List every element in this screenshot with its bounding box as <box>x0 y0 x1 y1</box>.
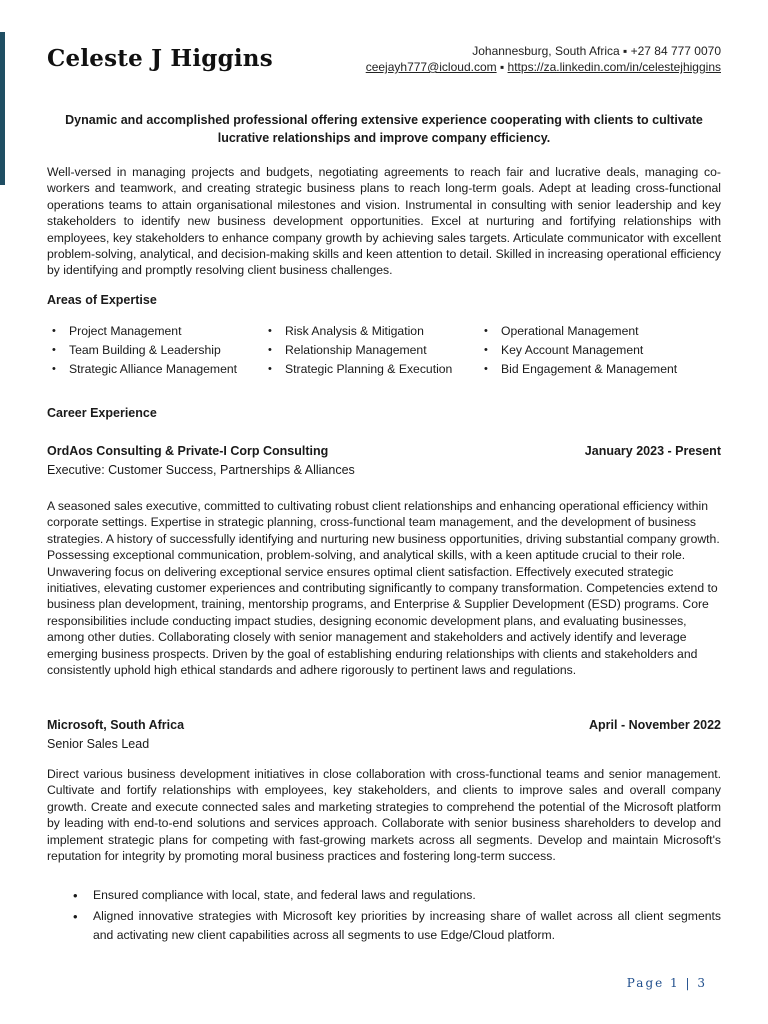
contact-block <box>366 43 721 75</box>
email-link[interactable]: ceejayh777@icloud.com <box>365 60 497 74</box>
job-header <box>47 444 721 458</box>
job-title: Senior Sales Lead <box>47 737 150 751</box>
expertise-item: • Operational Management <box>479 322 695 341</box>
contact-separator: ▪ <box>496 60 508 74</box>
candidate-name: Celeste J Higgins <box>47 45 273 72</box>
accent-bar <box>0 32 5 185</box>
linkedin-link[interactable]: https://za.linkedin.com/in/celestejhiggins <box>507 60 721 74</box>
job-title: Executive: Customer Success, Partnerships & Alliances <box>47 463 355 477</box>
expertise-column <box>479 322 695 379</box>
expertise-item: • Relationship Management <box>263 341 479 360</box>
career-heading: Career Experience <box>47 406 157 420</box>
job-description: A seasoned sales executive, committed to cultivating robust client relationships and enhancing operational efficiency within corporate settings. Expertise in strategic planning, cross-functional team management, and the development of business strategies. A history of successfully identifying and nurturing new business opportunities, driving substantial company growth. Possessing exceptional communication, problem-solving, and analytical skills, with a keen aptitude crucial to their role. Unwavering focus on delivering exceptional service ensures optimal client satisfaction. Effectively executed strategic initiatives, elevating customer experiences and contributing significantly to company transformation. Competencies extend to business plan development, training, mentorship programs, and Enterprise & Supplier Development (ESD) programs. Core responsibilities include conducting impact studies, designing economic development plans, and evaluating businesses, among other duties. Collaborating closely with senior management and stakeholders and actively identify and leverage emerging business prospects. Driven by the goal of establishing enduring relationships with clients and stakeholders and consistently uphold high ethical standards and adhere rigorously to pertinent laws and regulations. <box>47 499 720 678</box>
page-number: Page 1 | 3 <box>626 976 707 990</box>
expertise-item: • Key Account Management <box>479 341 695 360</box>
job-header <box>47 718 721 732</box>
achievement-list <box>47 886 721 947</box>
tagline: Dynamic and accomplished professional offering extensive experience cooperating with clients to cultivate lucrative relationships and improve company efficiency. <box>65 113 703 145</box>
job-dates: January 2023 - Present <box>584 444 721 458</box>
achievement-item: • Aligned innovative strategies with Microsoft key priorities by increasing share of wallet across all client segments and activating new client capabilities across all segments to use Edge/Cloud platform. <box>47 907 721 945</box>
expertise-item: • Bid Engagement & Management <box>479 360 695 379</box>
job-dates: April - November 2022 <box>589 718 721 732</box>
expertise-item: • Team Building & Leadership <box>47 341 263 360</box>
job-company: OrdAos Consulting & Private-I Corp Consulting <box>47 444 329 458</box>
expertise-item: • Risk Analysis & Mitigation <box>263 322 479 341</box>
expertise-item: • Strategic Planning & Execution <box>263 360 479 379</box>
expertise-list <box>47 322 727 379</box>
expertise-heading: Areas of Expertise <box>47 293 157 307</box>
contact-links <box>366 59 721 75</box>
expertise-item: • Strategic Alliance Management <box>47 360 263 379</box>
summary-paragraph: Well-versed in managing projects and budgets, negotiating agreements to reach fair and lucrative deals, managing co-workers and teamwork, and creating strategic business plans to reach long-term goals. Adept at leading cross-functional operations teams to attain organisational milestones and vision. Instrumental in consulting with senior leadership and key stakeholders to identify new business development opportunities. Excel at nurturing and fortifying relationships with employees, key stakeholders to enhance company growth by achieving sales targets. Articulate communicator with excellent problem-solving, analytical, and decision-making skills and keen attention to detail. Skilled in increasing operational efficiency by identifying and promptly resolving client business challenges. <box>47 165 721 278</box>
achievement-item: • Ensured compliance with local, state, and federal laws and regulations. <box>47 886 721 905</box>
location-phone: Johannesburg, South Africa ▪ +27 84 777 0070 <box>472 44 721 58</box>
expertise-column <box>263 322 479 379</box>
expertise-item: • Project Management <box>47 322 263 341</box>
job-description: Direct various business development initiatives in close collaboration with cross-functional teams and senior management. Cultivate and fortify relationships with employees, key stakeholders, and clients to improve sales and overall company growth. Create and execute connected sales and marketing strategies to comprehend the potential of the Microsoft platform by leading with end-to-end solutions and services approach. Collaborate with senior business shareholders to develop and implement strategic plans for competing with fast-growing markets across all segments. Develop and maintain Microsoft's reputation for integrity by promoting moral business practices and fostering long-term success. <box>47 767 721 864</box>
job-company: Microsoft, South Africa <box>47 718 185 732</box>
expertise-column <box>47 322 263 379</box>
